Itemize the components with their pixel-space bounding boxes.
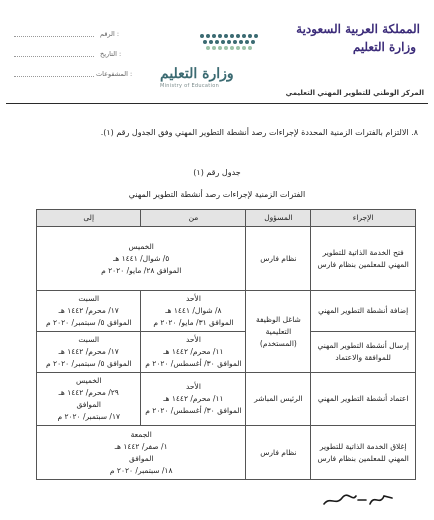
- header-separator: [6, 103, 428, 104]
- procedure-cell: إرسال أنشطة التطوير المهني للموافقة والاعتماد: [311, 332, 416, 373]
- date-span-cell: [37, 426, 246, 480]
- date-field: [14, 56, 94, 57]
- table-row: [37, 227, 416, 291]
- to-cell: [37, 332, 141, 373]
- hijri-date: ١٧/ محرم/ ١٤٤٢ هـ: [58, 306, 119, 315]
- header-procedure: الإجراء: [311, 210, 416, 227]
- from-cell: [141, 373, 246, 426]
- signature: [322, 488, 394, 510]
- procedure-cell: إغلاق الخدمة الذاتية للتطوير المهني للمعلمين بنظام فارس: [311, 426, 416, 480]
- day-name: السبت: [78, 294, 100, 303]
- gregorian-date: ١٧/ سبتمبر/ ٢٠٢٠ م: [57, 412, 121, 421]
- gregorian-date: الموافق ٥/ سبتمبر/ ٢٠٢٠ م: [46, 359, 132, 368]
- table-row: [37, 291, 416, 332]
- day-name: السبت: [78, 335, 100, 344]
- table-label: جدول رقم (١): [193, 168, 241, 177]
- table-header-row: [37, 210, 416, 227]
- to-cell: [37, 291, 141, 332]
- schedule-table: [36, 209, 416, 480]
- table-caption: الفترات الزمنية لإجراءات رصد أنشطة التطوير المهني: [128, 190, 306, 199]
- gregorian-date: الموافق ٣٠/ أغسطس/ ٢٠٢٠ م: [145, 359, 242, 368]
- day-name: الأحد: [185, 382, 201, 391]
- table-row: [37, 373, 416, 426]
- day-name: الجمعة: [130, 429, 152, 439]
- hijri-date: ٥/ شوال/ ١٤٤١ هـ: [113, 253, 170, 263]
- item-8: ٨. الالتزام بالفترات الزمنية المحددة لإجراءات رصد أنشطة التطوير المهني وفق الجدول رقم (١).: [100, 128, 418, 137]
- gregorian-date: الموافق ٣١/ مايو/ ٢٠٢٠ م: [153, 318, 234, 327]
- hijri-date: ١١/ محرم/ ١٤٤٢ هـ: [163, 347, 224, 356]
- procedure-cell: إضافة أنشطة التطوير المهني: [311, 291, 416, 332]
- from-cell: [141, 291, 246, 332]
- responsible-cell: شاغل الوظيفة التعليمية (المستخدم): [246, 291, 311, 373]
- gregorian-label: الموافق: [128, 453, 154, 463]
- day-name: الأحد: [185, 335, 201, 344]
- header-responsible: المسؤول: [246, 210, 311, 227]
- hijri-date: ١١/ محرم/ ١٤٤٢ هـ: [163, 394, 224, 403]
- gregorian-label: الموافق: [76, 400, 101, 409]
- date-label: التاريخ :: [100, 50, 122, 58]
- to-cell: [37, 373, 141, 426]
- procedure-cell: اعتماد أنشطة التطوير المهني: [311, 373, 416, 426]
- hijri-date: ٢٩/ محرم/ ١٤٤٢ هـ: [58, 388, 119, 397]
- gregorian-date: الموافق ٢٨/ مايو/ ٢٠٢٠ م: [101, 265, 182, 275]
- org-name-line2: وزارة التعليم: [352, 40, 416, 54]
- day-name: الخميس: [76, 376, 102, 385]
- table-row: [37, 426, 416, 480]
- ref-label: الرقم :: [100, 30, 120, 38]
- ministry-logo-icon: [196, 28, 266, 64]
- gregorian-date: الموافق ٥/ سبتمبر/ ٢٠٢٠ م: [46, 318, 132, 327]
- responsible-cell: نظام فارس: [246, 227, 311, 291]
- org-name-line1: المملكة العربية السعودية: [296, 22, 420, 36]
- gregorian-date: الموافق ٣٠/ أغسطس/ ٢٠٢٠ م: [145, 406, 242, 415]
- day-name: الأحد: [185, 294, 201, 303]
- responsible-cell: الرئيس المباشر: [246, 373, 311, 426]
- day-name: الخميس: [128, 241, 154, 251]
- from-cell: [141, 332, 246, 373]
- hijri-date: ١٧/ محرم/ ١٤٤٢ هـ: [58, 347, 119, 356]
- table-row: [37, 332, 416, 373]
- header-from: من: [141, 210, 246, 227]
- hijri-date: ١/ صفر/ ١٤٤٢ هـ: [114, 441, 168, 451]
- attachments-field: [14, 76, 94, 77]
- ministry-logo-text-en: Ministry of Education: [160, 83, 220, 89]
- gregorian-date: ١٨/ سبتمبر/ ٢٠٢٠ م: [109, 465, 173, 475]
- header-to: إلى: [37, 210, 141, 227]
- ref-field: [14, 36, 94, 37]
- ministry-logo-text: وزارة التعليم: [160, 66, 234, 82]
- date-span-cell: [37, 227, 246, 291]
- hijri-date: ٨/ شوال/ ١٤٤١ هـ: [165, 306, 222, 315]
- responsible-cell: نظام فارس: [246, 426, 311, 480]
- center-name: المركز الوطني للتطوير المهني التعليمي: [285, 89, 424, 97]
- procedure-cell: فتح الخدمة الذاتية للتطوير المهني للمعلمين بنظام فارس: [311, 227, 416, 291]
- attachments-label: المشفوعات :: [96, 70, 133, 78]
